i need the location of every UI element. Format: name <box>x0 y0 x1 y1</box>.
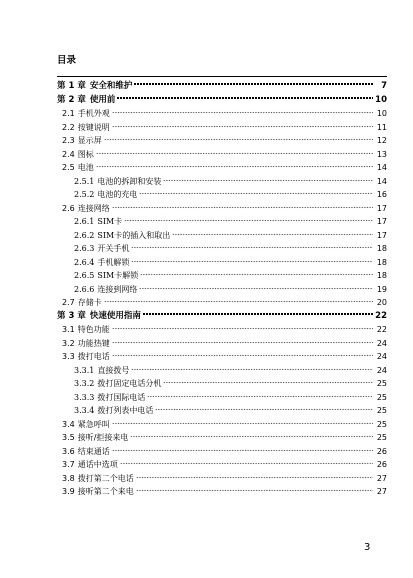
toc-leader-dots <box>112 125 373 128</box>
toc-heading: 目录 <box>57 55 77 66</box>
toc-entry[interactable] <box>57 391 387 405</box>
toc-entry[interactable] <box>57 229 387 243</box>
toc-leader-dots <box>131 260 373 263</box>
toc-entry-title: 显示屏 <box>77 136 102 145</box>
toc-entry-number: 3.3.1 <box>74 365 95 375</box>
toc-entry[interactable] <box>57 256 387 270</box>
toc-entry-page: 22 <box>376 325 387 334</box>
toc-leader-dots <box>130 435 373 438</box>
toc-entry-title: 使用前 <box>89 94 116 105</box>
toc-entry-page: 25 <box>376 406 387 415</box>
toc-entry[interactable] <box>57 188 387 202</box>
toc-entry-number: 2.2 <box>62 122 75 132</box>
toc-entry-page: 17 <box>376 203 387 213</box>
toc-entry[interactable] <box>57 148 387 162</box>
toc-entry-number: 2.6.6 <box>74 284 95 294</box>
toc-entry-page: 19 <box>376 284 387 294</box>
toc-entry-page: 10 <box>376 109 387 118</box>
toc-entry[interactable] <box>57 283 387 297</box>
toc-leader-dots <box>104 138 373 141</box>
toc-leader-dots <box>163 179 373 182</box>
toc-entry-number: 2.6.2 <box>74 230 95 240</box>
toc-entry-page: 24 <box>376 365 387 375</box>
toc-entry-page: 18 <box>376 257 387 267</box>
toc-entry-number: 2.6.4 <box>74 257 95 267</box>
toc-entry-number: 3.9 <box>62 487 75 496</box>
toc-entry[interactable] <box>57 161 387 175</box>
toc-entry-title: 功能热键 <box>77 338 110 348</box>
toc-entry[interactable] <box>57 296 387 310</box>
toc-leader-dots <box>147 395 373 398</box>
toc-entry-title: 按键说明 <box>77 122 110 132</box>
toc-entry[interactable] <box>57 202 387 216</box>
page-number: 3 <box>364 542 371 553</box>
toc-entry-number: 2.5 <box>62 163 75 172</box>
toc-leader-dots <box>112 327 373 330</box>
toc-entry-page: 12 <box>376 136 387 145</box>
toc-leader-dots <box>131 368 373 371</box>
toc-entry-number: 3.2 <box>62 338 75 348</box>
toc-entry-title: SIM卡解锁 <box>97 271 139 280</box>
toc-entry-title: 开关手机 <box>97 244 130 253</box>
toc-entry-page: 17 <box>376 230 387 240</box>
toc-entry-page: 16 <box>376 190 387 199</box>
toc-entry[interactable] <box>57 80 387 94</box>
toc-entry-title: 存储卡 <box>77 298 102 307</box>
toc-entry-title: 电池的充电 <box>97 190 138 199</box>
toc-entry-number: 3.3.3 <box>74 392 95 402</box>
toc-entry-title: SIM卡的插入和取出 <box>97 230 171 240</box>
toc-entry-number: 3.6 <box>62 446 75 456</box>
toc-entry-page: 10 <box>375 94 387 105</box>
toc-leader-dots <box>131 246 373 249</box>
toc-entry-title: 接听第二个来电 <box>77 487 134 496</box>
toc-leader-dots <box>139 287 373 290</box>
toc-leader-dots <box>112 206 373 209</box>
toc-entry-page: 14 <box>376 163 387 172</box>
toc-entry-title: 通话中选项 <box>77 460 118 469</box>
toc-entry-title: 手机解锁 <box>97 257 130 267</box>
toc-entry-number: 3.4 <box>62 419 75 429</box>
toc-entry[interactable] <box>57 323 387 337</box>
toc-entry[interactable] <box>57 445 387 459</box>
toc-entry-page: 25 <box>376 379 387 388</box>
toc-entry-title: 快速使用指南 <box>89 310 141 321</box>
toc-entry-number: 2.5.1 <box>74 176 95 186</box>
toc-entry[interactable] <box>57 485 387 499</box>
toc-leader-dots <box>136 489 373 492</box>
toc-entry-page: 17 <box>376 217 387 226</box>
toc-entry[interactable] <box>57 107 387 121</box>
toc-entry-number: 3.3.2 <box>74 379 95 388</box>
toc-entry-number: 3.5 <box>62 433 75 442</box>
toc-leader-dots <box>112 354 373 357</box>
toc-entry-title: SIM卡 <box>97 217 123 226</box>
toc-entry[interactable] <box>57 269 387 283</box>
toc-entry-page: 24 <box>376 338 387 348</box>
toc-entry-page: 25 <box>376 392 387 402</box>
toc-entry-page: 22 <box>375 310 387 321</box>
toc-entry-number: 3.1 <box>62 325 75 334</box>
toc-leader-dots <box>124 219 373 222</box>
toc-entry-title: 接听/拒接来电 <box>77 433 129 442</box>
toc-entry-title: 拨打第二个电话 <box>77 473 134 483</box>
toc-leader-dots <box>172 233 373 236</box>
toc-entry[interactable] <box>57 134 387 148</box>
toc-entry-page: 18 <box>376 244 387 253</box>
toc-entry-number: 第 2 章 <box>57 94 86 105</box>
toc-entry-title: 直接拨号 <box>97 365 130 375</box>
toc-entry-title: 连接到网络 <box>97 284 138 294</box>
toc-entry-page: 18 <box>376 271 387 280</box>
toc-entry-page: 20 <box>376 298 387 307</box>
toc-leader-dots <box>155 408 373 411</box>
toc-entry-title: 安全和维护 <box>89 81 133 91</box>
toc-entry[interactable] <box>57 472 387 486</box>
toc-entry-number: 3.7 <box>62 460 75 469</box>
toc-entry-number: 2.6.5 <box>74 271 95 280</box>
toc-leader-dots <box>139 192 373 195</box>
toc-entry[interactable] <box>57 364 387 378</box>
toc-leader-dots <box>134 83 373 85</box>
toc-entry-page: 26 <box>376 460 387 469</box>
toc-leader-dots <box>104 300 373 303</box>
toc-entry-title: 紧急呼叫 <box>77 419 110 429</box>
toc-entry-number: 2.6 <box>62 203 75 213</box>
toc-leader-dots <box>136 476 373 479</box>
toc-entry-number: 3.3.4 <box>74 406 95 415</box>
toc-entry[interactable] <box>57 215 387 229</box>
toc-entry-page: 26 <box>376 446 387 456</box>
toc-entry-number: 2.3 <box>62 136 75 145</box>
toc-entry-number: 2.6.3 <box>74 244 95 253</box>
toc-leader-dots <box>117 97 373 99</box>
toc-entry-number: 第 1 章 <box>57 81 86 91</box>
toc-leader-dots <box>112 422 373 425</box>
toc-leader-dots <box>163 381 373 384</box>
toc-entry-number: 3.8 <box>62 473 75 483</box>
toc-entry-title: 电池 <box>77 163 94 172</box>
toc-entry-page: 13 <box>376 149 387 159</box>
toc-entry[interactable] <box>57 431 387 445</box>
toc-leader-dots <box>96 165 373 168</box>
toc-entry[interactable] <box>57 242 387 256</box>
toc-leader-dots <box>112 111 373 114</box>
toc-entry-title: 连接网络 <box>77 203 110 213</box>
toc-entry[interactable] <box>57 121 387 135</box>
toc-entry-page: 25 <box>376 419 387 429</box>
toc-leader-dots <box>112 449 373 452</box>
toc-entry-number: 2.1 <box>62 109 75 118</box>
toc-entry-title: 特色功能 <box>77 325 110 334</box>
toc-entry-page: 7 <box>381 81 387 91</box>
toc-entry[interactable] <box>57 458 387 472</box>
toc-entry[interactable] <box>57 377 387 391</box>
table-of-contents <box>57 80 387 499</box>
toc-entry[interactable] <box>57 404 387 418</box>
toc-entry[interactable] <box>57 418 387 432</box>
toc-leader-dots <box>112 341 373 344</box>
toc-entry[interactable] <box>57 310 387 324</box>
toc-entry-number: 2.6.1 <box>74 217 95 226</box>
toc-entry-number: 2.7 <box>62 298 75 307</box>
toc-leader-dots <box>140 273 373 276</box>
toc-entry-title: 拨打国际电话 <box>97 392 146 402</box>
toc-entry-page: 27 <box>376 487 387 496</box>
toc-entry-page: 14 <box>376 176 387 186</box>
toc-entry-title: 电池的拆卸和安装 <box>97 176 162 186</box>
heading-divider <box>57 76 387 77</box>
toc-entry-title: 拨打电话 <box>77 352 110 361</box>
toc-leader-dots <box>143 313 373 315</box>
toc-entry-page: 27 <box>376 473 387 483</box>
toc-entry-title: 拨打固定电话分机 <box>97 379 162 388</box>
toc-leader-dots <box>120 462 373 465</box>
toc-entry-page: 11 <box>376 122 387 132</box>
toc-entry-page: 24 <box>376 352 387 361</box>
toc-entry-title: 手机外观 <box>77 109 110 118</box>
toc-entry[interactable] <box>57 94 387 108</box>
toc-entry-number: 2.5.2 <box>74 190 95 199</box>
toc-entry-title: 拨打列表中电话 <box>97 406 154 415</box>
toc-entry-title: 结束通话 <box>77 446 110 456</box>
toc-entry-number: 第 3 章 <box>57 310 86 321</box>
toc-entry[interactable] <box>57 337 387 351</box>
toc-entry-number: 3.3 <box>62 352 75 361</box>
toc-entry-number: 2.4 <box>62 149 75 159</box>
toc-entry[interactable] <box>57 175 387 189</box>
toc-entry-title: 图标 <box>77 149 94 159</box>
toc-entry[interactable] <box>57 350 387 364</box>
toc-leader-dots <box>96 152 373 155</box>
toc-entry-page: 25 <box>376 433 387 442</box>
